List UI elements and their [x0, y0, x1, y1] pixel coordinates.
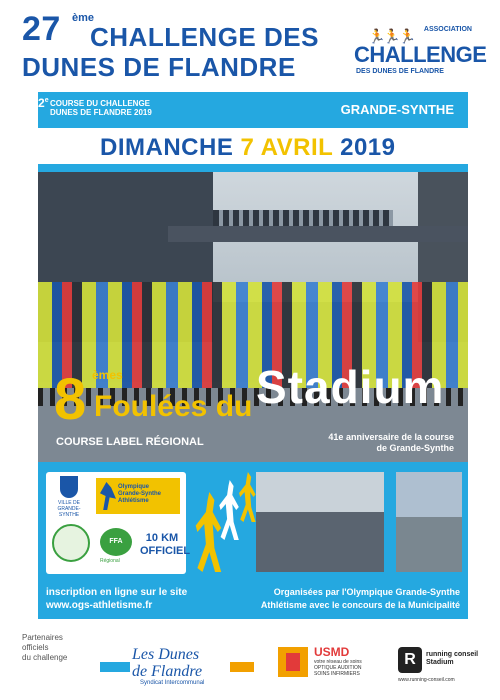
rc-icon: R	[398, 647, 422, 673]
poster-header	[0, 0, 500, 92]
ville-logo: VILLE DE GRANDE-SYNTHE	[52, 476, 86, 520]
logo-subtitle: DES DUNES DE FLANDRE	[356, 68, 444, 75]
date-band	[38, 128, 468, 164]
registration-url: www.ogs-athletisme.fr	[46, 600, 153, 611]
runner-icon	[100, 482, 116, 510]
logo-association: ASSOCIATION	[423, 26, 472, 33]
label-regional: COURSE LABEL RÉGIONAL	[56, 436, 204, 448]
usmd-logo: USMD votre réseau de soins OPTIQUE AUDITION SOINS INFIRMIERS	[278, 643, 378, 683]
sponsors-box	[46, 472, 191, 574]
green-seal-logo	[52, 524, 90, 562]
runner-photos	[194, 472, 460, 574]
course-description: COURSE DU CHALLENGE DUNES DE FLANDRE 2019	[50, 99, 152, 117]
event-edition-number: 8	[54, 367, 87, 432]
event-date: DIMANCHE 7 AVRIL 2019	[100, 134, 396, 161]
runners-group-photo	[256, 472, 384, 572]
shield-icon	[60, 476, 78, 498]
course-number: 2e	[38, 96, 49, 110]
distance-label: 10 KM OFFICIEL	[140, 532, 191, 557]
ffa-logo: FFA	[100, 528, 132, 556]
ogs-logo: Olympique Grande-Synthe Athlétisme	[96, 478, 180, 514]
ffa-subtitle: Régional	[100, 558, 120, 564]
main-panel	[38, 92, 468, 619]
title-line-2: DUNES DE FLANDRE	[22, 52, 296, 82]
edition-ordinal: ème	[72, 12, 95, 24]
runner-solo-photo	[396, 472, 462, 572]
anniversary-text: 41e anniversaire de la course de Grande-Synthe	[328, 432, 454, 453]
edition-number: 27	[22, 10, 61, 48]
challenge-logo	[348, 20, 487, 82]
running-conseil-logo: R running conseil Stadium www.running-conseil.com	[396, 643, 484, 685]
organisers-info: Organisées par l'Olympique Grande-Synthe Athlétisme avec le concours de la Municipalité	[260, 587, 460, 610]
event-name-part1: Foulées du	[94, 390, 253, 423]
runner-silhouette-icon	[218, 480, 244, 540]
logo-name: CHALLENGE	[354, 42, 487, 67]
registration-info: inscription en ligne sur le site www.ogs-athletisme.fr	[46, 587, 188, 611]
title-line-1: CHALLENGE DES	[90, 22, 319, 52]
partners-label: Partenaires officiels du challenge	[22, 633, 68, 662]
runners-icon: 🏃🏃🏃	[368, 28, 415, 44]
event-name-part2: Stadium	[256, 361, 445, 413]
cross-icon	[286, 653, 300, 671]
dunes-de-flandre-logo: Les Dunes de Flandre Syndicat Intercommunal	[100, 640, 260, 688]
event-edition-ordinal: èmes	[92, 368, 123, 382]
city-name: GRANDE-SYNTHE	[340, 102, 454, 117]
